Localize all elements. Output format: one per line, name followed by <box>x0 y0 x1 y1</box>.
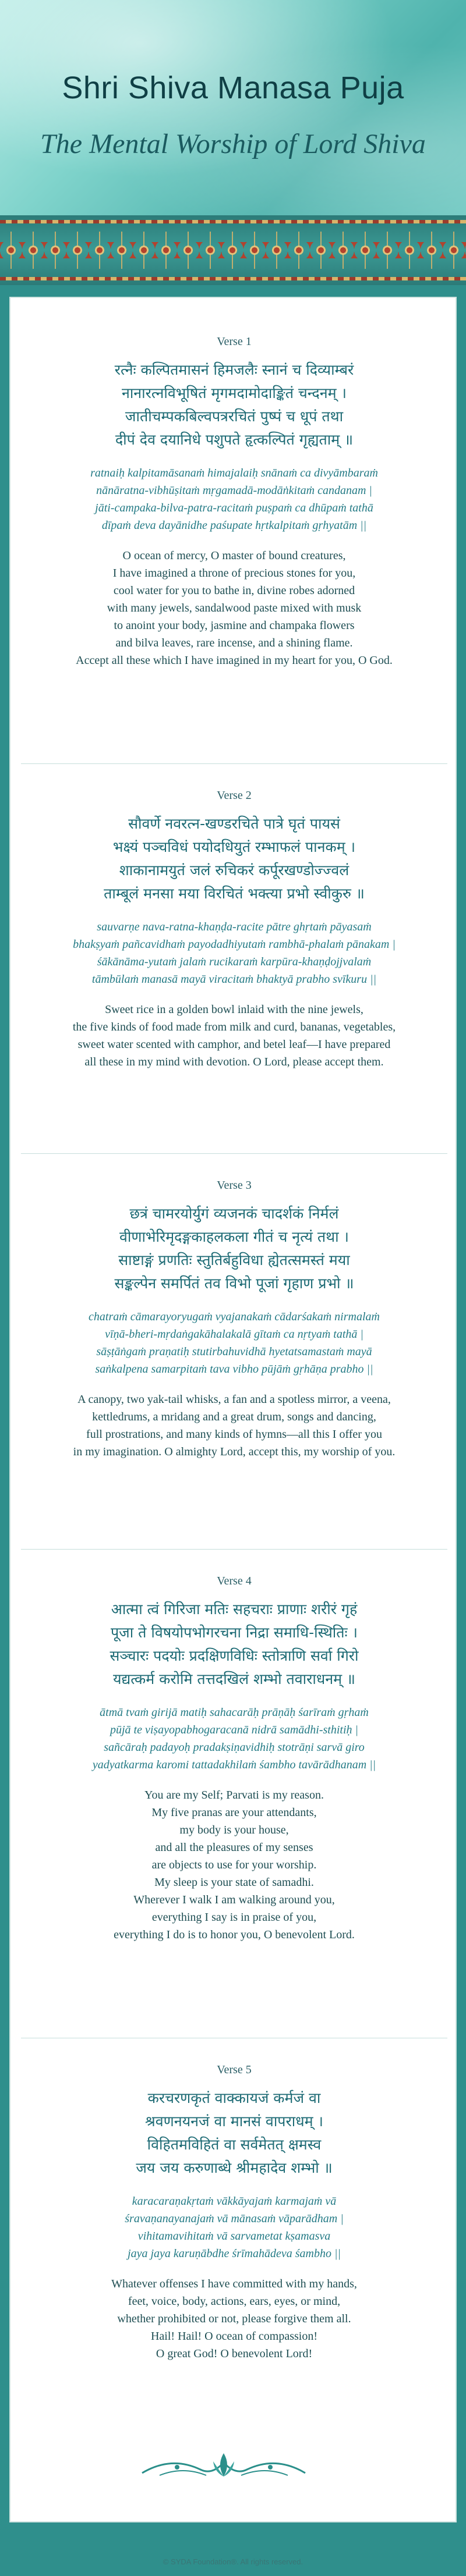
translation <box>10 1391 458 1461</box>
translit-line: ratnaiḥ kalpitamāsanaṁ himajalaiḥ snānaṁ ca divyāmbaraṁ <box>90 467 378 479</box>
sanskrit-line: पूजा ते विषयोपभोगरचना निद्रा समाधि-स्थितिः । <box>110 1624 358 1641</box>
verse-2 <box>10 787 458 1071</box>
translation-line: all these in my mind with devotion. O Lord, please accept them. <box>84 1056 384 1068</box>
sanskrit-line: छत्रं चामरयोर्युगं व्यजनकं चादर्शकं निर्मलं <box>129 1205 339 1222</box>
border-stripe-top <box>0 220 466 223</box>
sanskrit-line: सौवर्णे नवरत्न-खण्डरचिते पात्रे घृतं पायसं <box>128 815 340 832</box>
transliteration <box>10 2193 458 2262</box>
translit-line: vīṇā-bheri-mṛdaṅgakāhalakalā gītaṁ ca nṛtyaṁ tathā | <box>105 1328 363 1341</box>
translit-line: sauvarṇe nava-ratna-khaṇḍa-racite pātre ghṛtaṁ pāyasaṁ <box>97 921 372 933</box>
translit-line: dīpaṁ deva dayānidhe paśupate hṛtkalpitaṁ gṛhyatām || <box>101 519 367 532</box>
sanskrit-text <box>10 358 458 452</box>
border-arches-pattern <box>0 232 466 269</box>
transliteration <box>10 464 458 534</box>
ornamental-border <box>0 215 466 285</box>
transliteration <box>10 1704 458 1774</box>
sanskrit-line: आत्मा त्वं गिरिजा मतिः सहचराः प्राणाः शरीरं गृहं <box>111 1601 358 1618</box>
translation-line: the five kinds of food made from milk and curd, bananas, vegetables, <box>72 1021 396 1033</box>
content-card <box>9 297 457 2522</box>
lotus-ornament-icon <box>136 2450 311 2485</box>
sanskrit-line: रत्नैः कल्पितमासनं हिमजलैः स्नानं च दिव्याम्बरं <box>114 361 354 378</box>
translation-line: I have imagined a throne of precious stones for you, <box>112 567 356 580</box>
transliteration <box>10 918 458 988</box>
translation-line: with many jewels, sandalwood paste mixed with musk <box>107 602 362 614</box>
translit-line: saṅkalpena samarpitaṁ tava vibho pūjāṁ gṛhāṇa prabho || <box>95 1363 373 1376</box>
verse-divider <box>21 1153 447 1154</box>
translit-line: jāti-campaka-bilva-patra-racitaṁ puṣpaṁ ca dhūpaṁ tathā <box>95 502 373 514</box>
translation-line: O great God! O benevolent Lord! <box>156 2347 313 2360</box>
verse-5 <box>10 2061 458 2362</box>
translit-line: yadyatkarma karomi tattadakhilaṁ śambho tavārādhanam || <box>92 1758 376 1771</box>
translation-line: Wherever I walk I am walking around you, <box>133 1893 335 1906</box>
sanskrit-line: नानारत्नविभूषितं मृगमदामोदाङ्कितं चन्दनम् । <box>121 385 347 401</box>
translation-line: and all the pleasures of my senses <box>155 1841 313 1854</box>
translation <box>10 2275 458 2362</box>
translit-line: sañcāraḥ padayoḥ pradakṣiṇavidhiḥ stotrāṇi sarvā giro <box>104 1741 365 1754</box>
translation-line: My sleep is your state of samadhi. <box>154 1876 314 1889</box>
verse-1 <box>10 333 458 669</box>
verse-divider <box>21 763 447 764</box>
translation-line: A canopy, two yak-tail whisks, a fan and a spotless mirror, a veena, <box>77 1393 391 1406</box>
translit-line: chatraṁ cāmarayoryugaṁ vyajanakaṁ cādarśakaṁ nirmalaṁ <box>89 1310 380 1323</box>
copyright-notice: © SYDA Foundation®. All rights reserved. <box>163 2557 303 2566</box>
sanskrit-line: विहितमविहितं वा सर्वमेतत् क्षमस्व <box>147 2136 322 2153</box>
sanskrit-line: दीपं देव दयानिधे पशुपते हृत्कल्पितं गृह्यताम् ॥ <box>115 431 354 448</box>
sanskrit-line: जातीचम्पकबिल्वपत्ररचितं पुष्पं च धूपं तथा <box>125 408 344 425</box>
sanskrit-line: करचरणकृतं वाक्कायजं कर्मजं वा <box>147 2090 321 2106</box>
translation <box>10 1001 458 1071</box>
sanskrit-text <box>10 1202 458 1295</box>
translit-line: sāṣṭāṅgaṁ praṇatiḥ stutirbahuvidhā hyetatsamastaṁ mayā <box>96 1345 372 1358</box>
verse-label: Verse 5 <box>217 2063 252 2076</box>
translation-line: Accept all these which I have imagined in my heart for you, O God. <box>76 654 393 667</box>
translit-line: tāmbūlaṁ manasā mayā viracitaṁ bhaktyā prabho svīkuru || <box>91 973 377 986</box>
translation-line: and bilva leaves, rare incense, and a shining flame. <box>115 637 353 649</box>
translation-line: kettledrums, a mridang and a great drum, songs and dancing, <box>92 1410 376 1423</box>
verse-3 <box>10 1177 458 1461</box>
translit-line: śākānāma-yutaṁ jalaṁ rucikaraṁ karpūra-khaṇḍojjvalaṁ <box>97 955 372 968</box>
verse-label: Verse 4 <box>217 1575 252 1587</box>
sanskrit-text <box>10 2087 458 2180</box>
translit-line: nānāratna-vibhūṣitaṁ mṛgamadā-modāṅkitaṁ candanam | <box>96 484 372 497</box>
sanskrit-line: ताम्बूलं मनसा मया विरचितं भक्त्या प्रभो स्वीकुरु ॥ <box>104 885 365 902</box>
sanskrit-text <box>10 1598 458 1691</box>
translit-line: karacaraṇakṛtaṁ vākkāyajaṁ karmajaṁ vā <box>132 2195 337 2208</box>
sanskrit-line: वीणाभेरिमृदङ्गकाहलकला गीतं च नृत्यं तथा । <box>119 1228 349 1245</box>
translation-line: sweet water scented with camphor, and betel leaf—I have prepared <box>77 1038 391 1051</box>
translation-line: O ocean of mercy, O master of bound creatures, <box>122 549 346 562</box>
translation-line: everything I say is in praise of you, <box>151 1911 317 1924</box>
translation-line: You are my Self; Parvati is my reason. <box>144 1789 324 1802</box>
verse-divider <box>21 1549 447 1550</box>
translation <box>10 547 458 669</box>
translation-line: cool water for you to bathe in, divine robes adorned <box>113 584 355 597</box>
translation-line: in my imagination. O almighty Lord, accept this, my worship of you. <box>73 1445 396 1458</box>
translation-line: Hail! Hail! O ocean of compassion! <box>150 2330 317 2343</box>
sanskrit-line: शाकानामयुतं जलं रुचिकरं कर्पूरखण्डोज्ज्वलं <box>119 862 350 879</box>
translit-line: pūjā te viṣayopabhogaracanā nidrā samādhi-sthitiḥ | <box>110 1724 359 1736</box>
translit-line: śravaṇanayanajaṁ vā mānasaṁ vāparādham | <box>125 2212 344 2225</box>
transliteration <box>10 1308 458 1378</box>
sanskrit-line: जय जय करुणाब्धे श्रीमहादेव शम्भो ॥ <box>136 2159 333 2176</box>
sanskrit-line: सञ्चारः पदयोः प्रदक्षिणविधिः स्तोत्राणि सर्वा गिरो <box>110 1647 359 1664</box>
verse-label: Verse 2 <box>217 789 252 802</box>
sanskrit-line: श्रवणनयनजं वा मानसं वापराधम् । <box>145 2113 323 2130</box>
translation-line: full prostrations, and many kinds of hymns—all this I offer you <box>86 1428 382 1441</box>
border-stripe-bottom <box>0 277 466 280</box>
translation-line: everything I do is to honor you, O benevolent Lord. <box>114 1928 355 1941</box>
verse-label: Verse 1 <box>217 335 252 348</box>
verse-4 <box>10 1572 458 1943</box>
translation-line: are objects to use for your worship. <box>151 1859 317 1871</box>
sanskrit-line: भक्ष्यं पञ्चविधं पयोदधियुतं रम्भाफलं पानकम् । <box>112 838 356 855</box>
sanskrit-line: साष्टाङ्गं प्रणतिः स्तुतिर्बहुविधा ह्येतत्समस्तं मया <box>118 1252 350 1269</box>
page-subtitle: The Mental Worship of Lord Shiva <box>40 129 426 159</box>
translit-line: jaya jaya karuṇābdhe śrīmahādeva śambho || <box>128 2247 341 2260</box>
translation-line: to anoint your body, jasmine and champaka flowers <box>114 619 355 632</box>
translation-line: Whatever offenses I have committed with my hands, <box>111 2277 357 2290</box>
translit-line: ātmā tvaṁ girijā matiḥ sahacarāḥ prāṇāḥ śarīraṁ gṛhaṁ <box>100 1706 369 1719</box>
translation-line: my body is your house, <box>179 1824 289 1836</box>
translation-line: Sweet rice in a golden bowl inlaid with the nine jewels, <box>105 1003 363 1016</box>
verse-label: Verse 3 <box>217 1179 252 1192</box>
translation-line: My five pranas are your attendants, <box>151 1806 317 1819</box>
translit-line: vihitamavihitaṁ vā sarvametat kṣamasva <box>137 2230 331 2243</box>
page-title: Shri Shiva Manasa Puja <box>62 70 404 105</box>
translit-line: bhakṣyaṁ pañcavidhaṁ payodadhiyutaṁ rambhā-phalaṁ pānakam | <box>73 938 396 951</box>
translation <box>10 1786 458 1943</box>
translation-line: feet, voice, body, actions, ears, eyes, or mind, <box>128 2295 341 2308</box>
header-banner <box>0 0 466 215</box>
translation-line: whether prohibited or not, please forgive them all. <box>117 2312 351 2325</box>
sanskrit-text <box>10 812 458 905</box>
sanskrit-line: यद्यत्कर्म करोमि तत्तदखिलं शम्भो तवाराधनम् ॥ <box>113 1671 355 1687</box>
sanskrit-line: सङ्कल्पेन समर्पितं तव विभो पूजां गृहाण प्रभो ॥ <box>114 1275 354 1292</box>
